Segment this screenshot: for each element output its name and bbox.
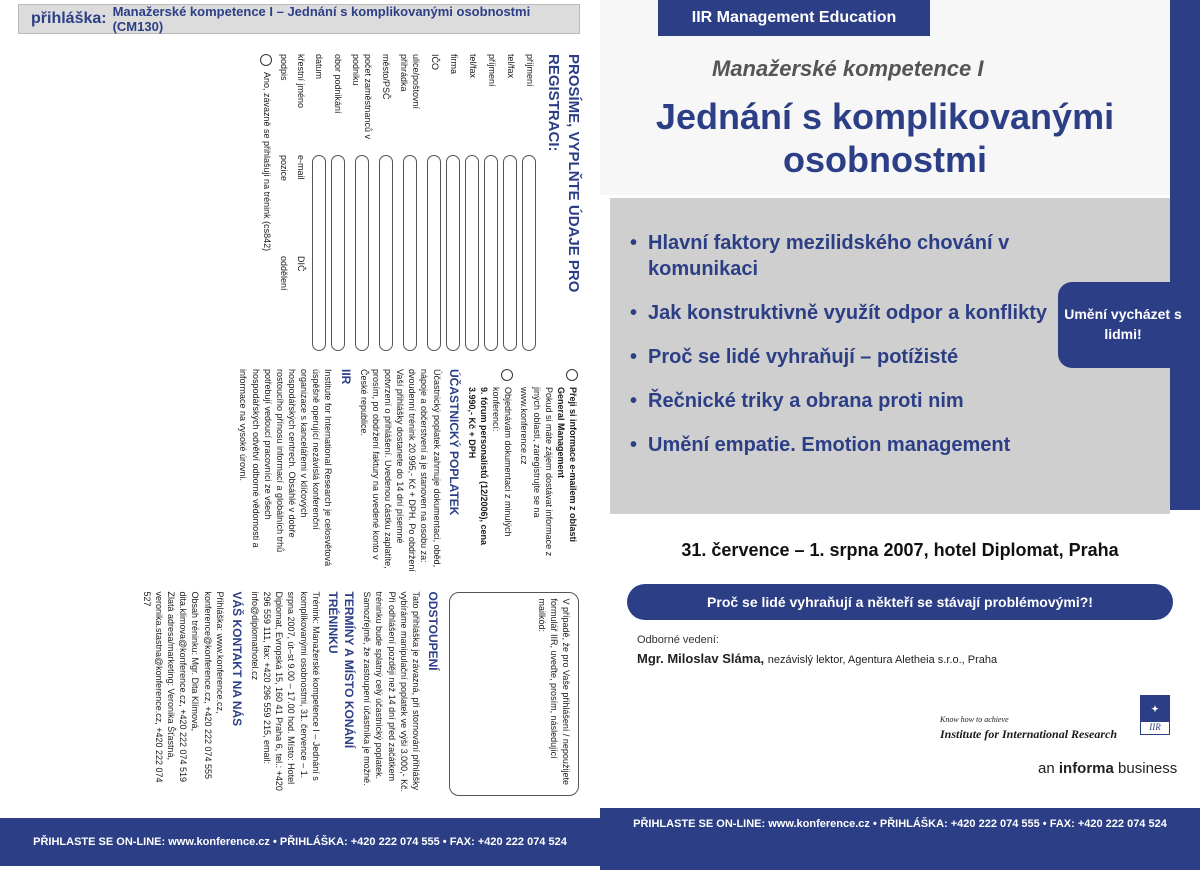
field-label: e-mail [295,155,306,180]
iir-tagline: Know how to achieve [940,715,1009,724]
topic-list [630,230,1050,476]
bullet-text: Jak konstruktivně využít odpor a konflikty [648,302,1047,324]
mailcode-box[interactable] [449,592,579,797]
field-row [278,54,290,351]
contact-heading: VÁŠ KONTAKT NA NÁS [229,591,244,727]
phone-field-1[interactable] [504,155,518,351]
field-row [485,54,499,351]
field-row [447,54,461,351]
info-column [18,369,583,574]
employees-field[interactable] [355,155,369,351]
field-label: křestní jméno [295,54,306,109]
field-row [350,54,374,351]
order-radio[interactable] [501,369,513,381]
bullet-text: Umění empatie. Emotion management [648,434,1011,456]
informa-prefix: an [1038,760,1055,777]
contact-line: Obsah tréninku: Mgr. Dita Klímová, dita.klimova@konference.cz, +420 222 074 519 [178,591,201,783]
registration-form [18,54,583,351]
optin-radio[interactable] [566,369,578,381]
field-row [312,54,326,351]
form-header [18,4,580,34]
logo-text: IIR [1149,722,1161,732]
lead-rest: nezávislý lektor, Agentura Aletheia s.r.o., Praha [767,654,998,666]
phone-field-2[interactable] [466,155,480,351]
note-text: V případě, že pro Vaše přihlášení / nepoužijete formulář IIR, uveďte, prosím, následující mailkód: [536,598,571,785]
header-big: přihláška: [31,10,107,27]
contact-line: Přihláška: www.konference.cz, konference@konference.cz, +420 222 074 555 [202,591,225,780]
commit-radio[interactable] [260,54,272,66]
field-label: město/PSČ [381,54,392,100]
field-label: oddělení [278,256,289,291]
side-bar [1170,0,1200,510]
slogan-badge: Umění vycházet s lidmi! [1058,282,1188,368]
optin-label: Přeji si informace e-mailem z oblasti General Management [555,387,578,543]
field-label: příjmení [486,54,497,87]
title-line-1: Jednání s komplikovanými [655,96,1115,137]
field-row [466,54,480,351]
brochure-cover [600,0,1200,870]
informa-bold: informa [1058,760,1114,777]
iir-name: Institute for International Research [940,727,1118,741]
iir-brand [940,695,1180,745]
question-banner: Proč se lidé vyhraňují a někteří se stávají problémovými?! [627,584,1173,620]
list-item [630,230,1050,282]
field-label: firma [448,54,459,74]
optin-option [518,369,579,574]
order-option [466,369,515,574]
optin-sub: Pokud si máte zájem dostávat informace z jiných oblastí, zaregistrujte se na www.konference.cz [519,387,554,557]
bullet-text: Řečnické triky a obrana proti nim [648,390,964,412]
footer-bar [600,840,1200,870]
field-label: tel/fax [467,54,478,79]
right-footer: PŘIHLASTE SE ON-LINE: www.konference.cz • PŘIHLÁŠKA: +420 222 074 555 • FAX: +420 222 074 524 [600,808,1200,840]
field-row [504,54,518,351]
fee-heading: ÚČASTNICKÝ POPLATEK [446,369,461,516]
date-field[interactable] [312,155,326,351]
cancel-text: Tato přihláška je závazná, při stornování přihlášky vybíráme manipulační poplatek ve výši 3.000,- Kč. Při odhlášení později než 14 dní před začátkem tréninku bude splatný celý účastnický poplatek. Samozřejmě, že zastoupení účastníka je možné. [362,591,421,793]
field-label: podpis [278,54,289,81]
subtitle: Manažerské kompetence I [712,56,984,81]
cancel-heading: ODSTOUPENÍ [426,591,440,671]
commit-option [260,54,273,351]
lead-line [637,651,997,666]
title-line-2: osobnostmi [783,139,987,181]
iir-logo-icon [1140,695,1170,735]
iir-text: Institute for International Research je celosvětová úspěšně operující nezávislá konferenční organizace s kancelářemi v klíčových hospodářských centrech. Obsáhlé v dobře rostoucího přínosu informací a globálních trhů potřebují vedoucí pracovníci ze všech hospodářských odvětví odborné vědomosti a informace na vysoké úrovni. [238,369,334,567]
iir-heading: IIR [338,369,353,385]
brand-tab: IIR Management Education [658,0,930,36]
commit-label: Ano, závazně se přihlašuji na trénink (cs842) [261,72,272,252]
order-label: Objednávám dokumentaci z minulých konferencí: [491,387,514,537]
list-item [630,300,1050,326]
field-row [428,54,442,351]
field-label: pozice [278,155,289,182]
field-label: IČO [429,54,440,71]
industry-field[interactable] [331,155,345,351]
bullet-text: Hlavní faktory mezilidského chování v komunikaci [648,232,1010,280]
field-label: obor podnikání [333,54,344,114]
field-label: datum [314,54,325,80]
terms-heading: TERMÍNY A MÍSTO KONÁNÍ TRÉNINKU [325,591,357,749]
bullet-icon: • [630,232,638,254]
field-row [331,54,345,351]
event-date: 31. července – 1. srpna 2007, hotel Diplomat, Praha [681,540,1119,560]
field-label: DIČ [295,256,306,272]
bullet-icon: • [630,390,638,412]
list-item [630,388,1050,414]
field-label: tel/fax [505,54,516,79]
rotated-form-area [8,40,593,810]
bullet-icon: • [630,346,638,368]
surname-field-2[interactable] [485,155,499,351]
informa-suffix: business [1118,760,1178,777]
lead-name: Mgr. Miloslav Sláma, [637,651,765,666]
city-field[interactable] [379,155,393,351]
logo-mark: ✦ [1141,696,1169,722]
list-item [630,344,1050,370]
field-label: ulice/poštovní přihrádka [399,54,422,110]
list-item [630,432,1050,458]
field-row [379,54,393,351]
header-rest: Manažerské kompetence I – Jednání s komplikovanými osobnostmi (CM130) [112,4,531,34]
contact-line: Zlatá adresa/marketing: Veronika Šťastná, veronika.stastna@konference.cz, +420 222 074 527 [141,591,177,783]
company-field[interactable] [447,155,461,351]
street-field[interactable] [403,155,417,351]
informa-logo [1038,760,1177,777]
surname-field-1[interactable] [523,155,537,351]
terms-column [18,592,583,797]
field-row [295,54,307,351]
field-row [523,54,537,351]
bullet-icon: • [630,302,638,324]
lead-label: Odborné vedení: [637,634,719,646]
bullet-text: Proč se lidé vyhraňují – potížisté [648,346,959,368]
ico-field[interactable] [428,155,442,351]
form-heading: PROSÍME, VYPLŇTE ÚDAJE PRO REGISTRACI: [544,54,582,293]
field-row [398,54,422,351]
terms-text: Trénink: Manažerské kompetence I – Jednání s komplikovanými osobnostmi, 31. července – 1. srpna 2007, út–st 9.00 – 17.00 hod. Místo: Hotel Diplomat, Evropská 15, 160 41 Praha 6, tel.: +420 296 559 111, fax: +420 296 559 215, email: info@diplomathotel.cz [250,591,321,791]
fee-text: Účastnický poplatek zahrnuje dokumentaci, oběd, nápoje a občerstvení a je stanoven na osobu za: dvoudenní trénink 20.995,- Kč + DPH. Po obdržení Vaší přihlášky dostanete do 14 dní písemné potvrzení o přihlášení. Uvedenou částku zaplatíte, prosím, po obdržení faktury na uvedené konto v České republice. [358,369,442,572]
field-label: příjmení [524,54,535,87]
page-title [620,95,1150,181]
bullet-icon: • [630,434,638,456]
left-footer: PŘIHLASTE SE ON-LINE: www.konference.cz • PŘIHLÁŠKA: +420 222 074 555 • FAX: +420 222 074 524 [0,818,600,866]
order-item: 9. fórum personalistů (12/2006), cena 3.990,- Kč + DPH [466,387,490,546]
field-label: počet zaměstnanců v podniku [351,54,374,140]
